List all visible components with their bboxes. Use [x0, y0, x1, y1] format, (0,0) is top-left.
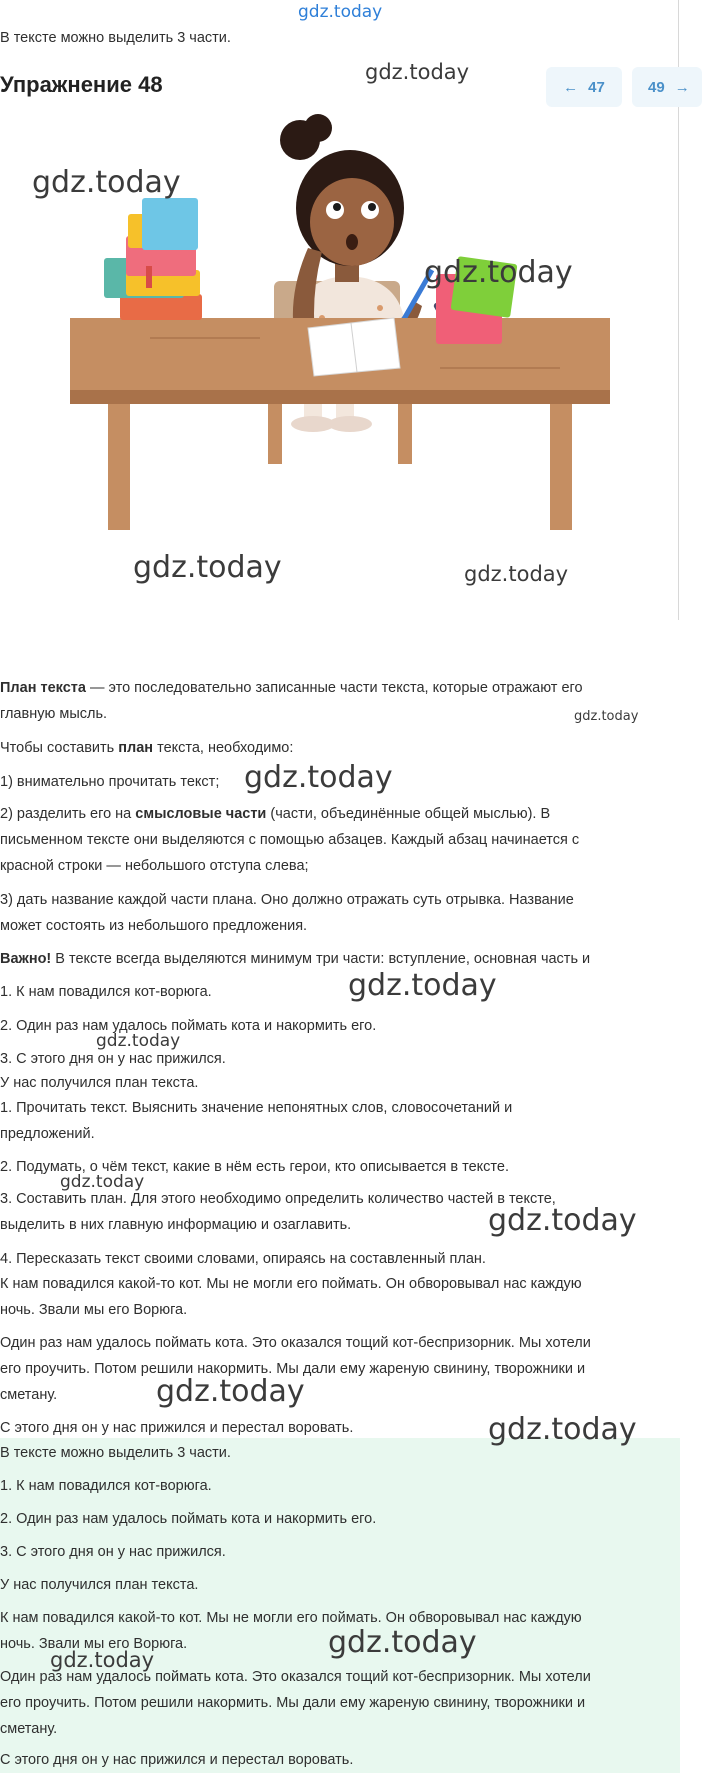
text-line: 4. Пересказать текст своими словами, опираясь на составленный план. [0, 1251, 486, 1267]
text-line: 2. Подумать, о чём текст, какие в нём есть герои, кто описывается в тексте. [0, 1159, 509, 1175]
step3-line1: 3) дать название каждой части плана. Оно должно отражать суть отрывка. Название [0, 892, 574, 908]
plan-definition-line1: План текста — это последовательно записанные части текста, которые отражают его [0, 680, 583, 696]
watermark: gdz.today [464, 562, 569, 586]
next-exercise-label: 49 [648, 78, 665, 96]
answer-line: У нас получился план текста. [0, 1577, 199, 1593]
watermark: gdz.today [328, 1625, 477, 1660]
arrow-right-icon: → [674, 78, 690, 96]
text-line: Один раз нам удалось поймать кота. Это оказался тощий кот-беспризорник. Мы хотели [0, 1335, 591, 1351]
answer-line: ночь. Звали мы его Ворюга. [0, 1636, 188, 1652]
prev-exercise-button[interactable] [546, 67, 622, 107]
answer-line: 3. С этого дня он у нас прижился. [0, 1544, 226, 1560]
exercise-title: Упражнение 48 [0, 72, 163, 97]
text-line: выделить в них главную информацию и озаглавить. [0, 1217, 352, 1233]
text-line: его проучить. Потом решили накормить. Мы дали ему жареную свинину, творожники и [0, 1361, 586, 1377]
step2-line1: 2) разделить его на смысловые части (части, объединённые общей мыслью). В [0, 806, 551, 822]
text-line: 3. Составить план. Для этого необходимо определить количество частей в тексте, [0, 1191, 556, 1207]
step1-line: 1) внимательно прочитать текст; [0, 774, 220, 790]
plan-term: План текста [0, 680, 86, 696]
watermark: gdz.today [574, 709, 639, 724]
watermark: gdz.today [348, 968, 497, 1003]
answer-line: К нам повадился какой-то кот. Мы не могли его поймать. Он обворовывал нас каждую [0, 1610, 582, 1626]
text-line: 1. Прочитать текст. Выяснить значение непонятных слов, словосочетаний и [0, 1100, 513, 1116]
answer-line: 2. Один раз нам удалось поймать кота и накормить его. [0, 1511, 377, 1527]
step3-line2: может состоять из небольшого предложения. [0, 918, 308, 934]
text-line: К нам повадился какой-то кот. Мы не могли его поймать. Он обворовывал нас каждую [0, 1276, 582, 1292]
answer-line: сметану. [0, 1721, 58, 1737]
watermark: gdz.today [96, 1031, 181, 1051]
text-line: сметану. [0, 1387, 58, 1403]
answer-line: В тексте можно выделить 3 части. [0, 1445, 231, 1461]
answer-line: С этого дня он у нас прижился и перестал воровать. [0, 1752, 354, 1768]
watermark: gdz.today [424, 255, 573, 290]
answer-line: 1. К нам повадился кот-ворюга. [0, 1478, 212, 1494]
watermark: gdz.today [133, 550, 282, 585]
plan-definition-line2: главную мысль. [0, 706, 108, 722]
arrow-left-icon: ← [563, 78, 579, 96]
watermark: gdz.today [244, 760, 393, 795]
step2-line3: красной строки — небольшого отступа слева; [0, 858, 309, 874]
watermark: gdz.today [488, 1412, 637, 1447]
answer-line: Один раз нам удалось поймать кота. Это оказался тощий кот-беспризорник. Мы хотели [0, 1669, 591, 1685]
text-line: 1. К нам повадился кот-ворюга. [0, 984, 212, 1000]
prev-exercise-label: 47 [588, 78, 605, 96]
watermark: gdz.today [488, 1203, 637, 1238]
answer-line: его проучить. Потом решили накормить. Мы дали ему жареную свинину, творожники и [0, 1695, 586, 1711]
important-line: Важно! В тексте всегда выделяются минимум три части: вступление, основная часть и [0, 951, 591, 967]
plan-need-line: Чтобы составить план текста, необходимо: [0, 740, 294, 756]
text-line: предложений. [0, 1126, 95, 1142]
watermark: gdz.today [365, 60, 470, 84]
watermark: gdz.today [298, 2, 383, 22]
text-line: У нас получился план текста. [0, 1075, 199, 1091]
text-line: 2. Один раз нам удалось поймать кота и накормить его. [0, 1018, 377, 1034]
watermark: gdz.today [156, 1374, 305, 1409]
watermark: gdz.today [32, 165, 181, 200]
step2-line2: письменном тексте они выделяются с помощью абзацев. Каждый абзац начинается с [0, 832, 580, 848]
text-line: ночь. Звали мы его Ворюга. [0, 1302, 188, 1318]
watermark: gdz.today [60, 1172, 145, 1192]
next-exercise-button[interactable] [632, 67, 702, 107]
intro-text: В тексте можно выделить 3 части. [0, 30, 231, 46]
watermark: gdz.today [50, 1648, 155, 1672]
text-line: С этого дня он у нас прижился и перестал воровать. [0, 1420, 354, 1436]
text-line: 3. С этого дня он у нас прижился. [0, 1051, 226, 1067]
